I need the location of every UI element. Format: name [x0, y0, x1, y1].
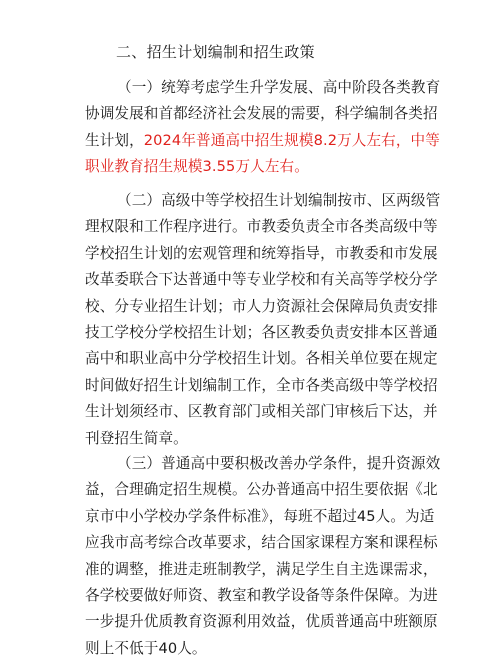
paragraph-line: 生计划须经市、区教育部门或相关部门审核后下达，并: [85, 403, 438, 421]
paragraph-line: 益，合理确定招生规模。公办普通高中招生要依据《北: [85, 481, 438, 499]
paragraph-line: 各学校要做好师资、教室和教学设备等条件保障。为进: [85, 587, 438, 605]
paragraph-line: 刊登招生简章。: [85, 429, 188, 447]
paragraph-line: 技工学校分学校招生计划；各区教委负责安排本区普通: [85, 324, 438, 342]
paragraph-line: 京市中小学校办学条件标准》，每班不超过45人。为适: [85, 507, 435, 525]
highlighted-text: 职业教育招生规模3.55万人左右。: [85, 158, 309, 176]
highlighted-text: 2024年普通高中招生规模8.2万人左右，中等: [143, 131, 440, 149]
paragraph-1: [85, 75, 441, 181]
paragraph-line: 时间做好招生计划编制工作，全市各类高级中等学校招: [85, 376, 438, 394]
paragraph-2: [85, 188, 441, 452]
paragraph-line: [85, 128, 440, 154]
paragraph-line: （一）统筹考虑学生升学发展、高中阶段各类教育: [117, 79, 441, 96]
paragraph-3: [85, 451, 441, 662]
paragraph-line: 理权限和工作程序进行。市教委负责全市各类高级中等: [85, 218, 438, 236]
paragraph-text: 生计划，: [85, 131, 144, 149]
paragraph-line: （三）普通高中要积极改善办学条件，提升资源效: [117, 455, 441, 472]
paragraph-line: 准的调整，推进走班制教学，满足学生自主选课需求，: [85, 560, 438, 578]
paragraph-line: 高中和职业高中分学校招生计划。各相关单位要在规定: [85, 350, 438, 368]
section-heading: 二、招生计划编制和招生政策: [116, 43, 315, 61]
paragraph-line: 学校招生计划的宏观管理和统筹指导，市教委和市发展: [85, 244, 438, 262]
paragraph-line: （二）高级中等学校招生计划编制按市、区两级管: [117, 192, 441, 209]
paragraph-line: 应我市高考综合改革要求，结合国家课程方案和课程标: [85, 534, 438, 552]
paragraph-line: 协调发展和首都经济社会发展的需要，科学编制各类招: [85, 105, 438, 123]
paragraph-line: 一步提升优质教育资源利用效益，优质普通高中班额原: [85, 613, 438, 631]
paragraph-line: 校、分专业招生计划；市人力资源社会保障局负责安排: [85, 297, 438, 315]
paragraph-line: 改革委联合下达普通中等专业学校和有关高等学校分学: [85, 271, 438, 289]
paragraph-line: 则上不低于40人。: [85, 639, 207, 657]
